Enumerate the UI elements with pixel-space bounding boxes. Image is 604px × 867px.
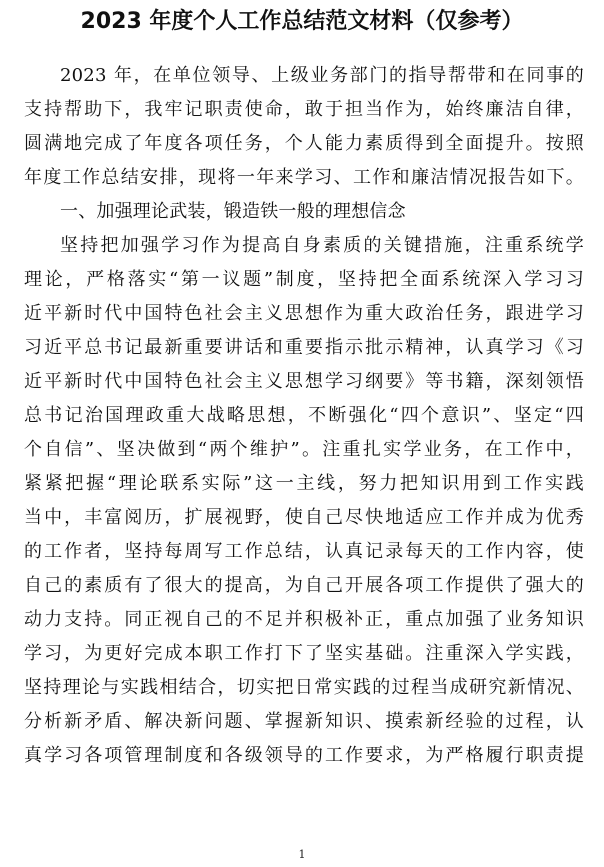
paragraph-line: 自己的素质有了很大的提高，为自己开展各项工作提供了强大的 — [24, 575, 584, 596]
paragraph-line: 紧紧把握“理论联系实际”这一主线，努力把知识用到工作实践 — [24, 473, 584, 494]
paragraph-line: 真学习各项管理制度和各级领导的工作要求，为严格履行职责提 — [24, 745, 584, 766]
paragraph-line: 坚持理论与实践相结合，切实把日常实践的过程当成研究新情况、 — [24, 677, 584, 698]
paragraph-line: 分析新矛盾、解决新问题、掌握新知识、摸索新经验的过程，认 — [24, 711, 584, 732]
section-heading: 一、加强理论武装，锻造铁一般的理想信念 — [60, 201, 406, 222]
paragraph-line: 年度工作总结安排，现将一年来学习、工作和廉洁情况报告如下。 — [24, 167, 584, 188]
paragraph-line: 近平新时代中国特色社会主义思想作为重大政治任务，跟进学习 — [24, 303, 584, 324]
paragraph-line: 动力支持。同正视自己的不足并积极补正，重点加强了业务知识 — [24, 609, 584, 630]
paragraph-line: 学习，为更好完成本职工作打下了坚实基础。注重深入学实践， — [24, 643, 584, 664]
paragraph-line: 近平新时代中国特色社会主义思想学习纲要》等书籍，深刻领悟 — [24, 371, 584, 392]
paragraph-line: 2023 年，在单位领导、上级业务部门的指导帮带和在同事的 — [60, 65, 584, 86]
page-number: 1 — [298, 848, 306, 861]
paragraph-line: 习近平总书记最新重要讲话和重要指示批示精神，认真学习《习 — [24, 337, 584, 358]
paragraph-line: 支持帮助下，我牢记职责使命，敢于担当作为，始终廉洁自律， — [24, 99, 584, 120]
paragraph-line: 理论，严格落实“第一议题”制度，坚持把全面系统深入学习习 — [24, 269, 584, 290]
document-title: 2023 年度个人工作总结范文材料（仅参考） — [80, 9, 524, 34]
paragraph-line: 个自信”、坚决做到“两个维护”。注重扎实学业务，在工作中， — [24, 439, 584, 460]
paragraph-line: 的工作者，坚持每周写工作总结，认真记录每天的工作内容，使 — [24, 541, 584, 562]
paragraph-line: 总书记治国理政重大战略思想，不断强化“四个意识”、坚定“四 — [24, 405, 584, 426]
paragraph-line: 坚持把加强学习作为提高自身素质的关键措施，注重系统学 — [60, 235, 584, 256]
paragraph-line: 当中，丰富阅历，扩展视野，使自己尽快地适应工作并成为优秀 — [24, 507, 584, 528]
paragraph-line: 圆满地完成了年度各项任务，个人能力素质得到全面提升。按照 — [24, 133, 584, 154]
